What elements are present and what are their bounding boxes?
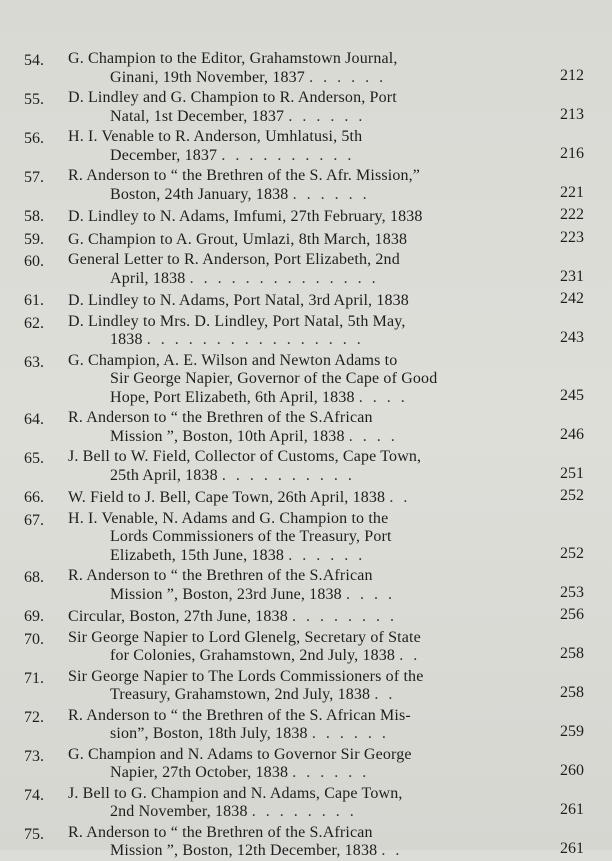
entry-line [68, 448, 528, 467]
contents-entry [24, 409, 584, 446]
entry-line-text: Hope, Port Elizabeth, 6th April, 1838 [110, 388, 355, 406]
contents-entry [24, 167, 584, 204]
contents-entry [24, 487, 584, 508]
entry-line [68, 842, 528, 861]
entry-number: 66. [24, 489, 44, 506]
entry-line [68, 467, 528, 486]
page-number: 253 [560, 583, 584, 601]
entry-number: 62. [24, 314, 44, 332]
page-number: 245 [560, 386, 584, 404]
entry-line-text: R. Anderson to “ the Brethren of the S. African Mis- [68, 706, 411, 724]
entry-number: 72. [24, 708, 44, 726]
contents-entry [24, 606, 584, 627]
entry-title [68, 89, 528, 126]
page-number: 260 [560, 762, 584, 779]
entry-line [68, 352, 528, 371]
leader-dots: . . . . [345, 585, 395, 603]
contents-entry [24, 352, 584, 408]
contents-entry [24, 313, 584, 350]
entry-title [68, 352, 528, 408]
page-number: 258 [560, 684, 584, 701]
entry-line-text: R. Anderson to “ the Brethren of the S.African [68, 823, 373, 841]
entry-line [68, 629, 528, 648]
entry-line [68, 586, 528, 605]
entry-line-text: 25th April, 1838 [110, 466, 218, 484]
entry-line [68, 186, 528, 205]
entry-line-text: R. Anderson to “ the Brethren of the S. Afr. Mission,” [68, 167, 421, 184]
entry-line-text: Mission ”, Boston, 23rd June, 1838 [110, 585, 342, 603]
entry-line [68, 331, 528, 350]
leader-dots: . . . . . . . . . . [221, 466, 355, 484]
entry-line-text: 2nd November, 1838 [110, 803, 248, 820]
entry-line-text: Napier, 27th October, 1838 [110, 764, 289, 781]
entry-line-text: H. I. Venable, N. Adams and G. Champion to the [68, 509, 389, 527]
entry-title [68, 448, 528, 485]
entry-line [68, 725, 528, 744]
entry-number: 56. [24, 130, 44, 147]
entry-number: 55. [24, 91, 44, 108]
contents-entry [24, 668, 584, 705]
contents-entry [24, 785, 584, 822]
page-number: 256 [560, 606, 584, 623]
entry-line-text: December, 1837 [110, 146, 218, 164]
entry-number: 57. [24, 169, 44, 186]
entry-line-text: R. Anderson to “ the Brethren of the S.African [68, 409, 373, 426]
entry-line [68, 270, 528, 289]
page-number: 258 [560, 645, 584, 662]
page-number: 223 [560, 228, 584, 246]
entry-line-text: Elizabeth, 15th June, 1838 [110, 546, 285, 564]
entry-line [68, 647, 528, 666]
entry-number: 75. [24, 825, 44, 843]
contents-entry [24, 567, 584, 604]
leader-dots: . . . . . . . . . . . . . . . . [146, 331, 364, 348]
entry-line-text: 1838 [110, 331, 143, 348]
entry-line [68, 370, 528, 389]
entry-line-text: Sir George Napier to Lord Glenelg, Secretary of State [68, 628, 421, 646]
page-number: 252 [560, 544, 584, 562]
entry-number: 63. [24, 353, 44, 371]
entry-line [68, 108, 528, 127]
page-number: 246 [560, 425, 584, 443]
leader-dots: . . . . . . . . [251, 803, 357, 820]
entry-title [68, 567, 528, 604]
contents-entry [24, 251, 584, 288]
entry-line-text: G. Champion to A. Grout, Umlazi, 8th March, 1838 [68, 230, 408, 248]
entry-title [68, 208, 528, 227]
entry-line-text: J. Bell to W. Field, Collector of Customs, Cape Town, [68, 448, 422, 465]
entry-line [68, 428, 528, 447]
contents-entry [24, 448, 584, 485]
entry-line-text: G. Champion, A. E. Wilson and Newton Adams to [68, 351, 398, 369]
entry-line-text: Natal, 1st December, 1837 [110, 107, 285, 125]
entry-title [68, 785, 528, 822]
entry-title [68, 251, 528, 288]
entry-number: 70. [24, 630, 44, 648]
entry-line-text: Mission ”, Boston, 12th December, 1838 [110, 842, 378, 859]
entry-line [68, 510, 528, 529]
entry-line [68, 803, 528, 822]
entry-line [68, 547, 528, 566]
leader-dots: . . . . . . [288, 107, 366, 125]
entry-line [68, 231, 528, 250]
page-number: 259 [560, 723, 584, 740]
leader-dots: . . . . . . [292, 185, 370, 203]
entry-line [68, 489, 528, 508]
page-number: 251 [560, 464, 584, 482]
entry-line-text: Mission ”, Boston, 10th April, 1838 [110, 427, 345, 445]
contents-entry [24, 89, 584, 126]
entry-number: 60. [24, 253, 44, 270]
entry-line-text: D. Lindley to N. Adams, Port Natal, 3rd April, 1838 [68, 292, 409, 309]
contents-list [24, 50, 584, 861]
leader-dots: . . [374, 686, 396, 703]
entry-line [68, 147, 528, 166]
entry-line-text: Sir George Napier to The Lords Commissioners of the [68, 667, 424, 685]
entry-line [68, 785, 528, 804]
entry-title [68, 231, 528, 250]
page-number: 213 [560, 105, 584, 123]
entry-title [68, 707, 528, 744]
entry-line [68, 313, 528, 332]
entry-line [68, 50, 528, 69]
entry-title [68, 510, 528, 566]
page-number: 221 [560, 183, 584, 201]
leader-dots: . . . . [348, 427, 398, 445]
entry-line [68, 409, 528, 428]
page-number: 216 [560, 144, 584, 162]
entry-line [68, 69, 528, 88]
entry-line-text: for Colonies, Grahamstown, 2nd July, 1838 [110, 647, 396, 664]
page-number: 212 [560, 66, 584, 84]
entry-title [68, 313, 528, 350]
entry-line [68, 292, 528, 311]
leader-dots: . . . . . . . . . . [221, 146, 355, 164]
entry-line [68, 746, 528, 765]
leader-dots: . . . . . . [288, 546, 366, 564]
leader-dots: . . . . . . [311, 725, 389, 742]
page-number: 222 [560, 206, 584, 223]
entry-number: 61. [24, 292, 44, 309]
entry-line [68, 764, 528, 783]
entry-line [68, 608, 528, 627]
entry-number: 67. [24, 511, 44, 529]
entry-line-text: D. Lindley and G. Champion to R. Anderson, Port [68, 89, 397, 106]
entry-line [68, 528, 528, 547]
entry-line-text: April, 1838 [110, 269, 186, 287]
entry-title [68, 489, 528, 508]
entry-line [68, 567, 528, 586]
entry-title [68, 167, 528, 204]
contents-entry [24, 746, 584, 783]
entry-title [68, 50, 528, 87]
entry-line-text: W. Field to J. Bell, Cape Town, 26th April, 1838 [68, 489, 386, 506]
contents-entry [24, 824, 584, 861]
entry-line [68, 89, 528, 108]
leader-dots: . . . . . . . . [292, 608, 398, 625]
leader-dots: . . [389, 489, 411, 506]
entry-number: 58. [24, 208, 44, 225]
entry-line-text: sion”, Boston, 18th July, 1838 [110, 725, 308, 742]
entry-line [68, 686, 528, 705]
leader-dots: . . . . . . [309, 68, 387, 86]
contents-entry [24, 206, 584, 227]
contents-entry [24, 290, 584, 311]
page-number: 261 [560, 801, 584, 818]
entry-line-text: H. I. Venable to R. Anderson, Umhlatusi, 5th [68, 128, 363, 145]
entry-line-text: D. Lindley to Mrs. D. Lindley, Port Natal, 5th May, [68, 312, 406, 330]
page-number: 261 [560, 840, 584, 857]
entry-title [68, 128, 528, 165]
entry-title [68, 409, 528, 446]
entry-line-text: Circular, Boston, 27th June, 1838 [68, 608, 288, 625]
entry-number: 59. [24, 230, 44, 248]
entry-line-text: G. Champion and N. Adams to Governor Sir George [68, 745, 412, 763]
entry-number: 54. [24, 52, 44, 69]
entry-line-text: Ginani, 19th November, 1837 [110, 68, 305, 86]
entry-number: 74. [24, 786, 44, 804]
entry-line-text: Lords Commissioners of the Treasury, Port [110, 528, 392, 545]
page-number: 243 [560, 329, 584, 346]
leader-dots: . . . . . . [292, 764, 370, 781]
entry-title [68, 608, 528, 627]
entry-line [68, 389, 528, 408]
contents-entry [24, 229, 584, 250]
contents-entry [24, 629, 584, 666]
contents-entry [24, 128, 584, 165]
entry-number: 64. [24, 411, 44, 428]
leader-dots: . . [399, 647, 421, 664]
page-number: 231 [560, 267, 584, 285]
entry-line [68, 707, 528, 726]
entry-title [68, 824, 528, 861]
contents-entry [24, 510, 584, 566]
contents-entry [24, 707, 584, 744]
leader-dots: . . . . . . . . . . . . . . [189, 269, 379, 287]
entry-line-text: Boston, 24th January, 1838 [110, 185, 289, 203]
entry-title [68, 668, 528, 705]
page-number: 242 [560, 290, 584, 307]
entry-line [68, 668, 528, 687]
entry-line [68, 128, 528, 147]
entry-title [68, 746, 528, 783]
entry-line [68, 167, 528, 186]
entry-line [68, 824, 528, 843]
entry-line-text: Treasury, Grahamstown, 2nd July, 1838 [110, 686, 371, 703]
entry-line-text: G. Champion to the Editor, Grahamstown Journal, [68, 50, 398, 67]
contents-entry [24, 50, 584, 87]
entry-number: 65. [24, 450, 44, 467]
entry-line-text: D. Lindley to N. Adams, Imfumi, 27th February, 1838 [68, 208, 423, 225]
page-number: 252 [560, 487, 584, 504]
entry-line [68, 208, 528, 227]
entry-number: 71. [24, 669, 44, 687]
entry-number: 73. [24, 747, 44, 765]
entry-line [68, 251, 528, 270]
entry-number: 68. [24, 569, 44, 586]
entry-title [68, 629, 528, 666]
entry-line-text: J. Bell to G. Champion and N. Adams, Cape Town, [68, 784, 403, 802]
entry-line-text: R. Anderson to “ the Brethren of the S.African [68, 567, 373, 584]
leader-dots: . . . . [358, 388, 408, 406]
entry-line-text: General Letter to R. Anderson, Port Elizabeth, 2nd [68, 251, 400, 268]
leader-dots: . . [381, 842, 403, 859]
entry-title [68, 292, 528, 311]
entry-line-text: Sir George Napier, Governor of the Cape of Good [110, 370, 438, 387]
entry-number: 69. [24, 608, 44, 625]
